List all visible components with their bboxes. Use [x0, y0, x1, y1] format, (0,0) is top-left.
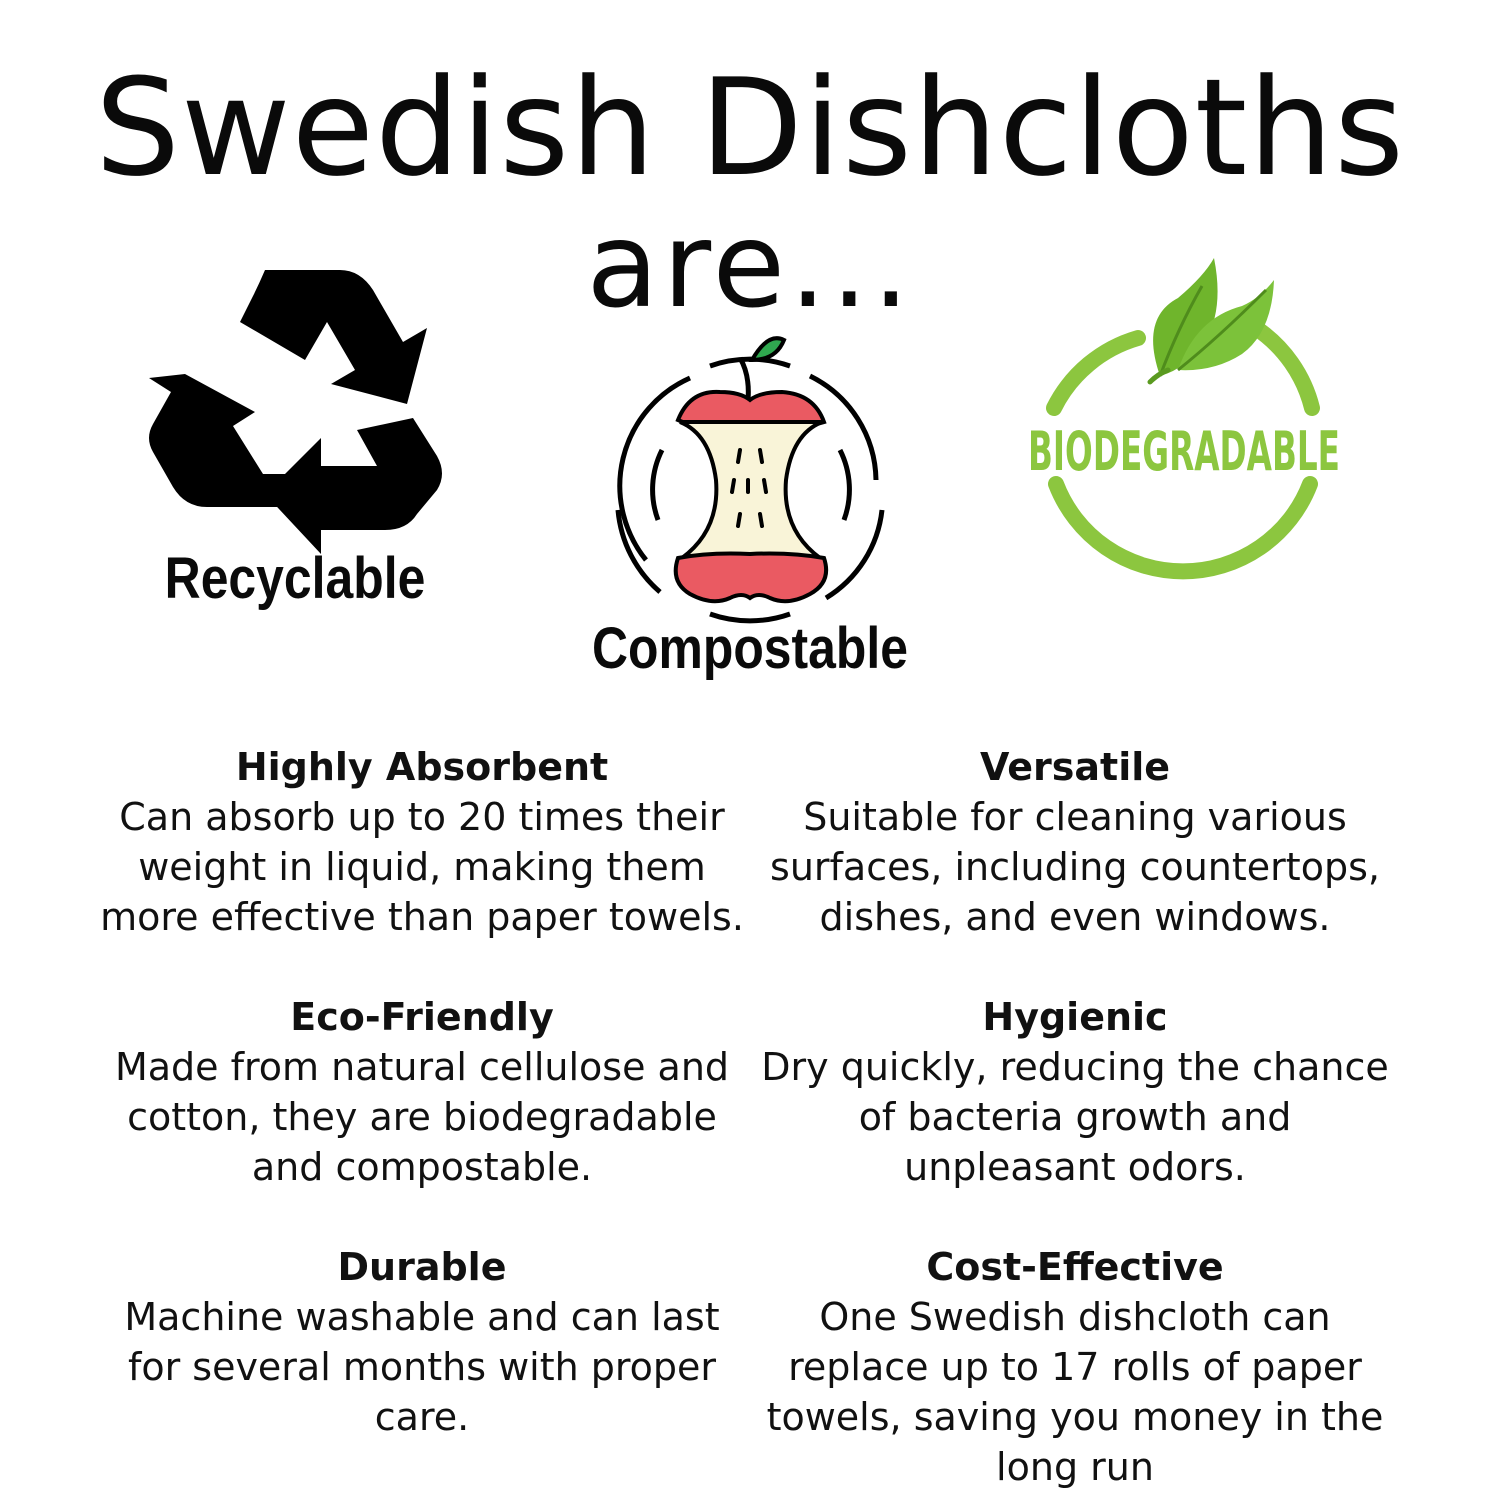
- feature-line: and compostable.: [251, 1145, 593, 1189]
- feature-cost-effective: [725, 1242, 1425, 1492]
- feature-line: Can absorb up to 20 times their: [119, 795, 725, 839]
- feature-versatile: [725, 742, 1425, 942]
- feature-line: long run: [996, 1445, 1154, 1489]
- feature-title: Durable: [337, 1245, 507, 1289]
- feature-line: dishes, and even windows.: [819, 895, 1331, 939]
- feature-line: surfaces, including countertops,: [770, 845, 1380, 889]
- feature-line: replace up to 17 rolls of paper: [788, 1345, 1362, 1389]
- feature-title: Eco-Friendly: [290, 995, 554, 1039]
- feature-highly-absorbent: [72, 742, 772, 942]
- feature-eco-friendly: [72, 992, 772, 1192]
- feature-line: weight in liquid, making them: [138, 845, 706, 889]
- feature-line: Dry quickly, reducing the chance: [761, 1045, 1389, 1089]
- feature-line: Made from natural cellulose and: [114, 1045, 730, 1089]
- feature-line: cotton, they are biodegradable: [127, 1095, 717, 1139]
- feature-hygienic: [725, 992, 1425, 1192]
- recycle-icon: [145, 262, 455, 547]
- feature-durable: [72, 1242, 772, 1442]
- feature-line: towels, saving you money in the: [766, 1395, 1384, 1439]
- feature-line: for several months with proper: [127, 1345, 717, 1389]
- biodegradable-label: BIODEGRADABLE: [1028, 420, 1340, 483]
- apple-core-icon: [600, 330, 900, 620]
- feature-line: of bacteria growth and: [858, 1095, 1292, 1139]
- recyclable-label: Recyclable: [164, 546, 426, 611]
- page-title: Swedish Dishcloths: [94, 50, 1406, 206]
- feature-line: One Swedish dishcloth can: [819, 1295, 1331, 1339]
- feature-line: more effective than paper towels.: [100, 895, 744, 939]
- feature-line: unpleasant odors.: [904, 1145, 1246, 1189]
- feature-title: Highly Absorbent: [235, 745, 609, 789]
- compostable-label: Compostable: [592, 616, 908, 681]
- feature-line: Suitable for cleaning various: [803, 795, 1347, 839]
- feature-title: Cost-Effective: [926, 1245, 1224, 1289]
- feature-title: Hygienic: [982, 995, 1168, 1039]
- page-subtitle: are...: [586, 196, 914, 334]
- leaf-icon: [1028, 258, 1348, 588]
- feature-title: Versatile: [979, 745, 1171, 789]
- feature-line: care.: [374, 1395, 470, 1439]
- feature-line: Machine washable and can last: [124, 1295, 720, 1339]
